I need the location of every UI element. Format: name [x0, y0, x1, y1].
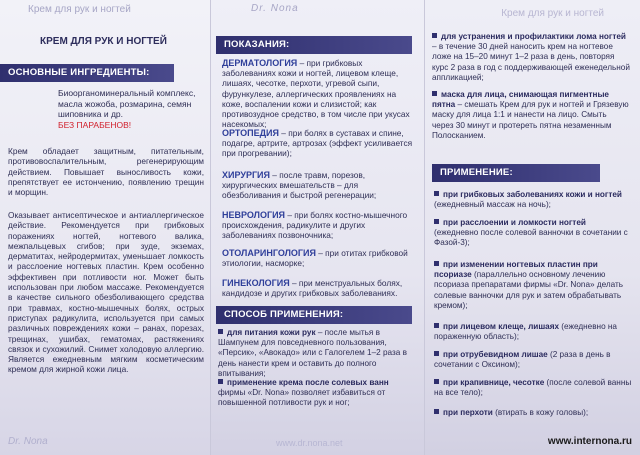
header-left-label: Крем для рук и ногтей: [28, 4, 131, 15]
application-item: [434, 190, 632, 210]
indication-text: – при грибковых заболеваниях кожи и ногтей, лицевом клеще, лишаях, чесотке, перхоти, угревой сыпи, фурункулезе, аллергических проявлениях на коже, воспалении кожи и слизистой; как противозудное средство, в том числе при укусах насекомых;: [222, 58, 410, 130]
usage-item-text: фирмы «Dr. Nona» позволяет избавиться от повышенной потливости рук и ног;: [218, 388, 386, 408]
bullet-square-icon: [218, 329, 223, 334]
indication-text: – при отитах грибковой этиологии, насморке;: [222, 248, 408, 269]
application-item-text: (втирать в кожу головы);: [492, 408, 589, 417]
indication-title: ДЕРМАТОЛОГИЯ: [222, 58, 298, 68]
usage-item-text: – смешать Крем для рук и ногтей и Грязевую маску для лица 1:1 и нанести на лицо. Смыть через 30 минут и протереть пятна незаменным Полосканием.: [432, 100, 629, 140]
indication-text: – при менструальных болях, кандидозе и других грибковых заболеваниях.: [222, 278, 403, 299]
description-paragraph-1: Крем обладает защитным, питательным, противовоспалительным, регенерирующим действием. Повышает выносливость кожи, препятствует ее истончению, появлению трещин и морщин.: [8, 146, 204, 198]
application-item: [434, 378, 632, 398]
usage-item: [432, 32, 630, 83]
indication-neurology: [222, 210, 418, 241]
indication-otolaryngology: [222, 248, 418, 268]
application-item: [434, 260, 632, 311]
ingredients-text: Биоорганоминеральный комплекс, масла жожоба, розмарина, семян шиповника и др.: [58, 88, 196, 119]
application-item-title: при перхоти: [443, 408, 493, 417]
application-item-text: (параллельно основному лечению псориаза препаратами фирмы «Dr. Nona» делать солевые ванночки для рук и затем обрабатывать кремом);: [434, 270, 624, 310]
bullet-square-icon: [434, 219, 439, 224]
application-item-title: при лицевом клеще, лишаях: [443, 322, 560, 331]
application-item-text: (ежедневно на пораженную область);: [434, 322, 617, 342]
usage-heading: СПОСОБ ПРИМЕНЕНИЯ:: [216, 306, 412, 324]
footer-logo: Dr. Nona: [8, 436, 48, 447]
indication-gynecology: [222, 278, 418, 298]
application-heading: ПРИМЕНЕНИЕ:: [432, 164, 600, 182]
indication-title: ГИНЕКОЛОГИЯ: [222, 278, 290, 288]
site-watermark: www.internona.ru: [547, 436, 632, 447]
application-item-text: (ежедневно после солевой ванночки в сочетании с Фазой-3);: [434, 228, 628, 248]
indication-surgery: [222, 170, 418, 201]
usage-item-title: для устранения и профилактики лома ногтей: [441, 32, 626, 41]
bullet-square-icon: [432, 91, 437, 96]
application-item-text: (после солевой ванны на все тело);: [434, 378, 632, 398]
usage-item: [218, 378, 416, 409]
usage-item-title: для питания кожи рук: [227, 328, 316, 337]
application-item-text: (2 раза в день в сочетании с Оксином);: [434, 350, 611, 370]
application-item: [434, 322, 632, 342]
indication-text: – при болях в суставах и спине, подагре, артрите, артрозах (эффект усиливается при прогревании);: [222, 128, 413, 159]
indication-dermatology: [222, 58, 418, 129]
indication-text: – при болях костно-мышечного происхождения, радикулите и других заболеваниях позвоночника;: [222, 210, 408, 241]
application-item-title: при изменении ногтевых пластин при псориазе: [434, 260, 598, 280]
indication-title: НЕВРОЛОГИЯ: [222, 210, 286, 220]
indication-orthopedics: [222, 128, 418, 159]
application-item: [434, 408, 632, 418]
indication-text: – после травм, порезов, хирургических вмешательств – для обезболивания и быстрой регенерации;: [222, 170, 377, 201]
ingredients-heading: ОСНОВНЫЕ ИНГРЕДИЕНТЫ:: [0, 64, 174, 82]
usage-item-text: – после мытья в Шампунем для повседневного пользования, «Персик», «Авокадо» или с Галогелем 1–2 раза в день нанести крем и оставить до полного впитывания;: [218, 328, 407, 378]
product-title: КРЕМ ДЛЯ РУК И НОГТЕЙ: [40, 36, 167, 47]
application-item: [434, 350, 632, 370]
application-item-title: при отрубевидном лишае: [443, 350, 548, 359]
footer-website: www.dr.nona.net: [276, 438, 343, 448]
usage-item: [432, 90, 630, 141]
usage-item-text: – в течение 30 дней наносить крем на ногтевое ложе на 15–20 минут 1–2 раза в день, повторяя курс 2 раза в год с поддерживающей еженедельной аппликацией;: [432, 42, 630, 82]
indications-heading: ПОКАЗАНИЯ:: [216, 36, 412, 54]
indication-title: ОРТОПЕДИЯ: [222, 128, 279, 138]
bullet-square-icon: [434, 261, 439, 266]
indication-title: ХИРУРГИЯ: [222, 170, 270, 180]
bullet-square-icon: [434, 323, 439, 328]
header-right-label: Крем для рук и ногтей: [501, 8, 604, 19]
ingredients-block: [58, 88, 208, 130]
header-logo: Dr. Nona: [251, 3, 299, 14]
no-parabens-label: БЕЗ ПАРАБЕНОВ!: [58, 119, 132, 130]
usage-item-title: применение крема после солевых ванн: [227, 378, 389, 387]
indication-title: ОТОЛАРИНГОЛОГИЯ: [222, 248, 316, 258]
bullet-square-icon: [432, 33, 437, 38]
bullet-square-icon: [434, 351, 439, 356]
application-item-title: при расслоении и ломкости ногтей: [443, 218, 586, 227]
usage-item: [218, 328, 416, 379]
application-item-title: при крапивнице, чесотке: [443, 378, 545, 387]
bullet-square-icon: [434, 409, 439, 414]
bullet-square-icon: [434, 379, 439, 384]
application-item: [434, 218, 632, 249]
bullet-square-icon: [434, 191, 439, 196]
application-item-text: (ежедневный массаж на ночь);: [434, 200, 551, 210]
application-item-title: при грибковых заболеваниях кожи и ногтей: [443, 190, 622, 199]
usage-item-title: маска для лица, снимающая пигментные пятна: [432, 90, 609, 110]
bullet-square-icon: [218, 379, 223, 384]
description-paragraph-2: Оказывает антисептическое и антиаллергическое действие. Рекомендуется при грибковых поражениях ногтей, ногтевого валика, межпальцевых сгибов; при зуде, экземах, дерматитах, нейродермитах, уменьшает ломкость и расслоение ногтевых пластин. Крем особенно эффективен при потливости ног. Может быть использован при любом массаже. Рекомендуется в качестве сильного обезболивающего средства при травмах, костно-мышечных болях, острых приступах радикулита, используется при самых различных повреждениях кожи – ранах, порезах, трещинах, ушибах, гематомах, растяжениях связок и сухожилий. Снимет холодовую аллергию. Является ежедневным мягким косметическим кремом для жирной кожи лица.: [8, 210, 204, 375]
